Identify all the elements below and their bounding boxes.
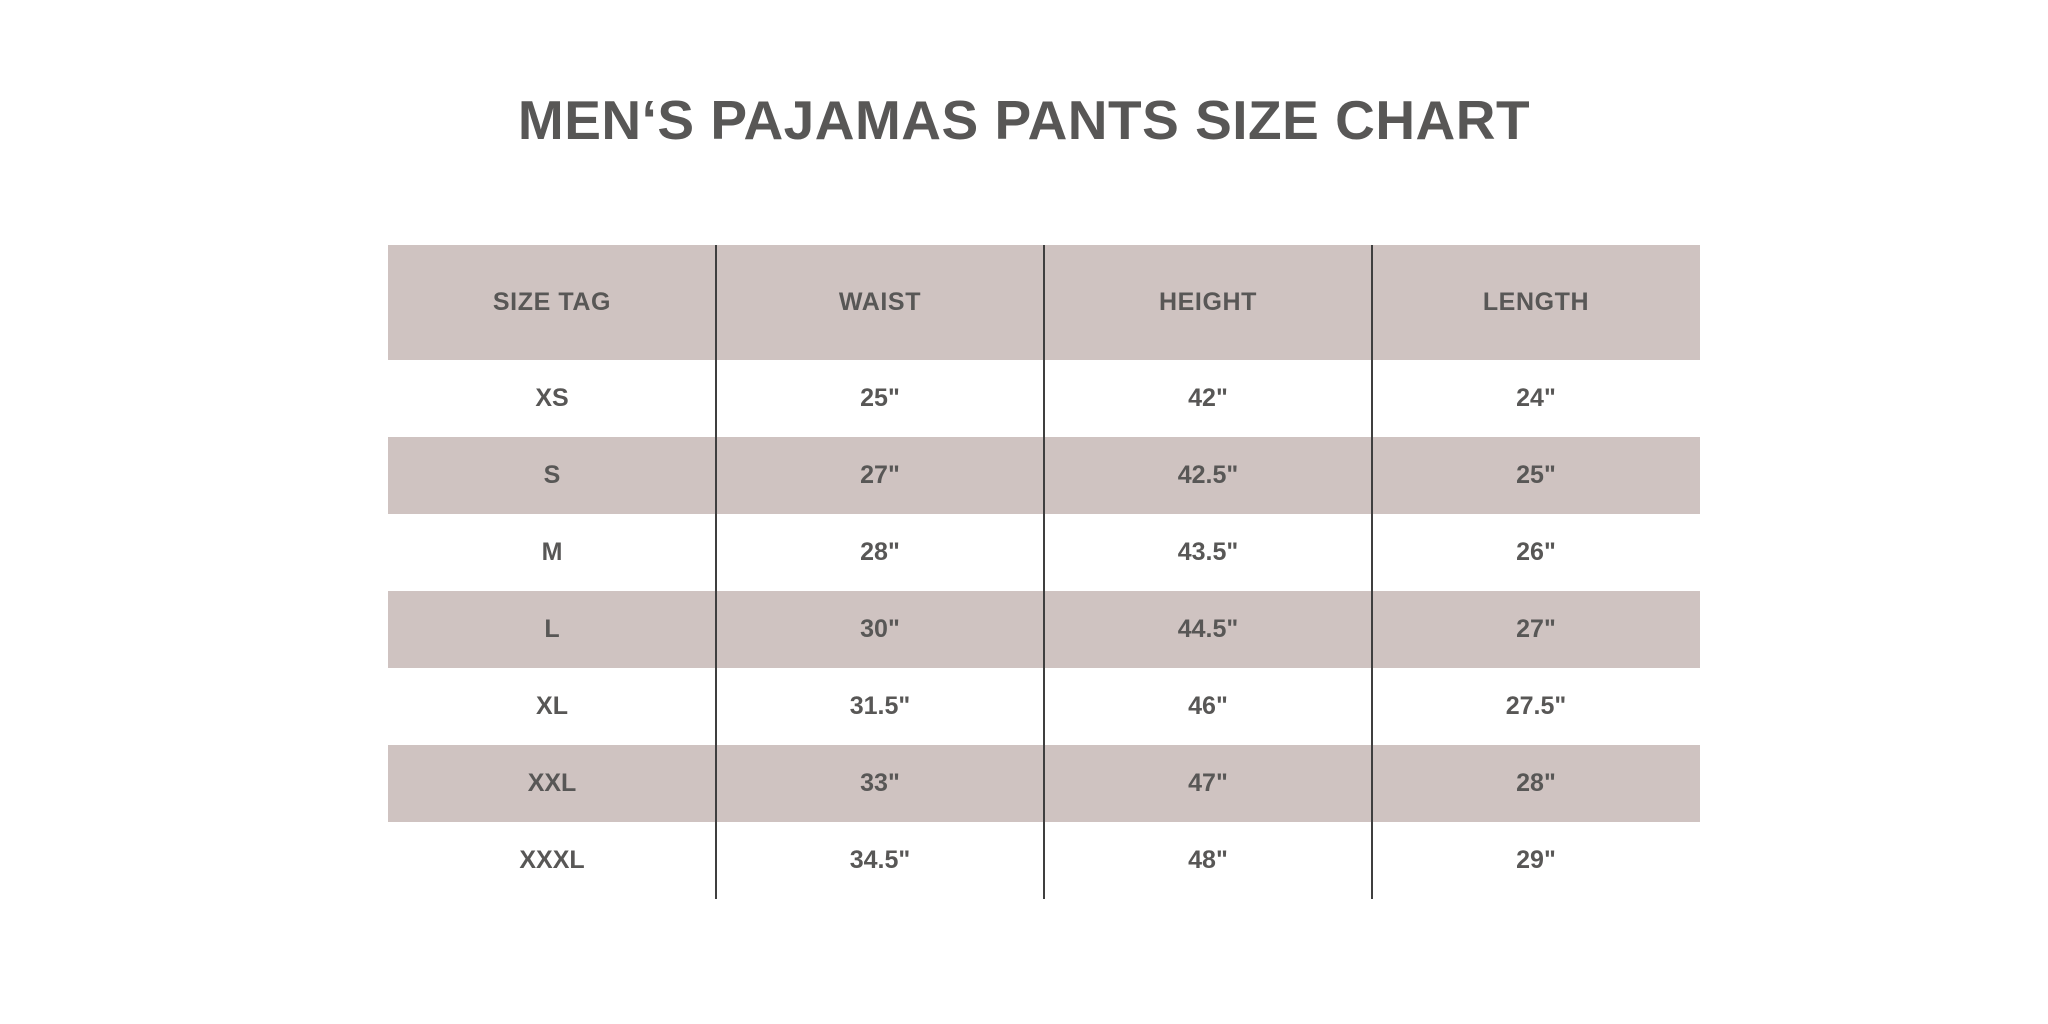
cell-height: 42" — [1188, 384, 1228, 412]
cell-length: 25" — [1516, 461, 1556, 489]
cell-length: 27.5" — [1505, 692, 1567, 720]
column-header-length: LENGTH — [1482, 288, 1590, 316]
cell-length: 29" — [1516, 846, 1556, 874]
cell-size-tag: XL — [536, 692, 568, 720]
cell-waist: 27" — [860, 461, 900, 489]
page-title: MEN‘S PAJAMAS PANTS SIZE CHART — [517, 89, 1531, 151]
column-separator-3 — [1371, 245, 1373, 899]
cell-size-tag: XXXL — [519, 846, 585, 874]
cell-size-tag: M — [541, 538, 563, 566]
column-header-size-tag: SIZE TAG — [492, 288, 612, 316]
column-header-height: HEIGHT — [1158, 288, 1258, 316]
cell-height: 43.5" — [1177, 538, 1239, 566]
cell-height: 48" — [1188, 846, 1228, 874]
cell-size-tag: XXL — [527, 769, 577, 797]
cell-size-tag: XS — [535, 384, 569, 412]
cell-height: 46" — [1188, 692, 1228, 720]
cell-waist: 33" — [860, 769, 900, 797]
cell-size-tag: L — [544, 615, 560, 643]
cell-waist: 30" — [860, 615, 900, 643]
column-separator-1 — [715, 245, 717, 899]
cell-waist: 34.5" — [849, 846, 911, 874]
column-separator-2 — [1043, 245, 1045, 899]
cell-length: 27" — [1516, 615, 1556, 643]
cell-size-tag: S — [543, 461, 561, 489]
column-header-waist: WAIST — [838, 288, 922, 316]
cell-height: 44.5" — [1177, 615, 1239, 643]
size-chart-table-wrapper — [388, 245, 1700, 899]
cell-length: 24" — [1516, 384, 1556, 412]
cell-waist: 28" — [860, 538, 900, 566]
cell-waist: 25" — [860, 384, 900, 412]
cell-length: 26" — [1516, 538, 1556, 566]
cell-length: 28" — [1516, 769, 1556, 797]
cell-height: 47" — [1188, 769, 1228, 797]
cell-waist: 31.5" — [849, 692, 911, 720]
cell-height: 42.5" — [1177, 461, 1239, 489]
